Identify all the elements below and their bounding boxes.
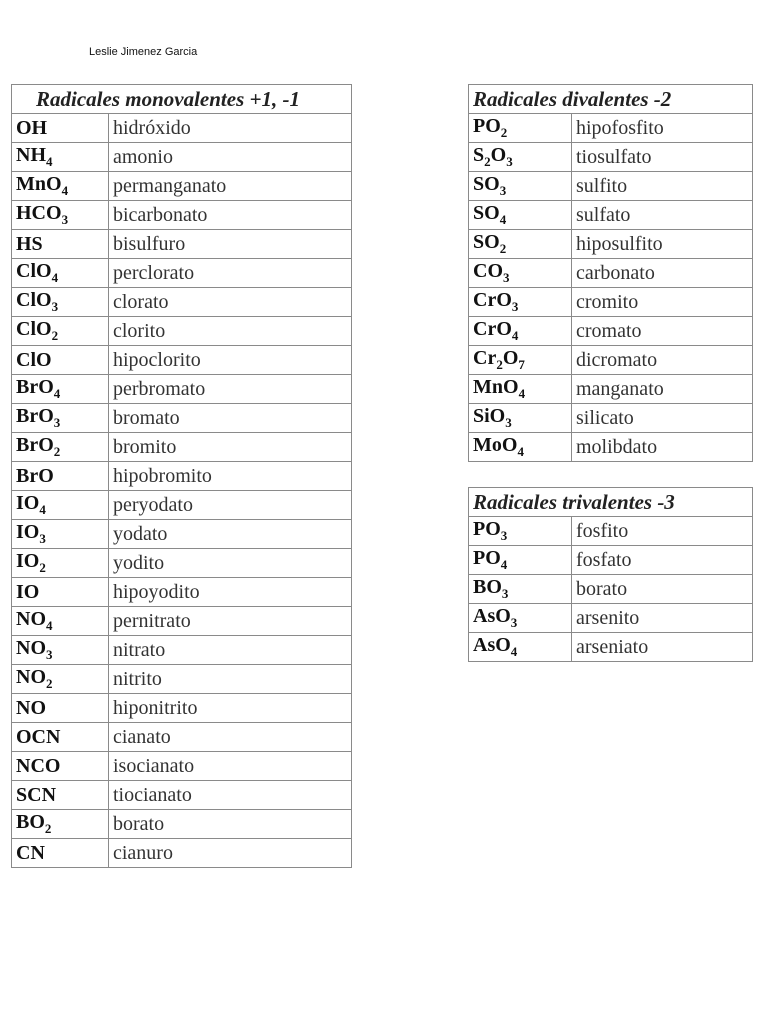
formula-symbol: BrO — [16, 376, 54, 398]
formula-symbol: NO — [16, 608, 46, 630]
formula-subscript: 3 — [505, 415, 512, 430]
formula-subscript: 3 — [499, 183, 507, 198]
radical-formula — [12, 288, 109, 317]
radical-formula — [12, 752, 109, 781]
formula-symbol: IO — [16, 580, 40, 603]
radical-name: bisulfuro — [109, 230, 352, 259]
radical-name: bicarbonato — [109, 201, 352, 230]
formula-subscript: 4 — [46, 154, 53, 169]
formula-subscript: 2 — [496, 357, 503, 372]
radical-formula — [469, 259, 572, 288]
formula-subscript: 3 — [511, 299, 519, 314]
radical-name: isocianato — [109, 752, 352, 781]
formula-subscript: 3 — [506, 154, 513, 169]
formula-symbol: MnO — [16, 173, 62, 195]
radical-formula — [12, 346, 109, 375]
radical-formula — [469, 346, 572, 375]
table-row — [12, 665, 352, 694]
formula-symbol: AsO — [473, 605, 511, 627]
radical-formula — [12, 665, 109, 694]
radical-name: bromito — [109, 433, 352, 462]
radical-name: borato — [572, 575, 753, 604]
radical-formula — [469, 172, 572, 201]
radical-name: sulfito — [572, 172, 753, 201]
formula-subscript: 4 — [517, 444, 524, 459]
table-row — [469, 633, 753, 662]
formula-symbol: PO — [473, 518, 501, 540]
formula-subscript: 4 — [39, 502, 46, 517]
formula-symbol: CrO — [473, 289, 512, 311]
table-row — [12, 404, 352, 433]
formula-subscript: 2 — [484, 154, 491, 169]
table-row — [12, 433, 352, 462]
radical-name: perbromato — [109, 375, 352, 404]
table-row — [469, 259, 753, 288]
radical-name: hipobromito — [109, 462, 352, 491]
radical-name: perclorato — [109, 259, 352, 288]
formula-symbol: BrO — [16, 405, 54, 427]
formula-symbol: ClO — [16, 260, 52, 282]
author-name: Leslie Jimenez Garcia — [89, 46, 198, 58]
formula-subscript: 4 — [51, 270, 59, 285]
radical-name: amonio — [109, 143, 352, 172]
formula-subscript: 3 — [501, 586, 509, 601]
radical-name: tiosulfato — [572, 143, 753, 172]
radical-name: arseniato — [572, 633, 753, 662]
radical-name: sulfato — [572, 201, 753, 230]
table-row — [12, 259, 352, 288]
formula-symbol: O — [502, 347, 519, 369]
table-row — [469, 546, 753, 575]
formula-subscript: 3 — [510, 615, 518, 630]
table-row — [12, 723, 352, 752]
formula-subscript: 4 — [46, 618, 53, 633]
table-monovalent — [11, 84, 352, 868]
table-row — [469, 517, 753, 546]
table-row — [469, 288, 753, 317]
formula-symbol: AsO — [473, 634, 511, 656]
table-row — [12, 781, 352, 810]
formula-subscript: 2 — [46, 676, 53, 691]
radical-formula — [469, 575, 572, 604]
formula-subscript: 4 — [61, 183, 69, 198]
formula-symbol: SO — [473, 173, 500, 195]
formula-symbol: MoO — [473, 434, 518, 456]
table-row — [469, 143, 753, 172]
formula-symbol: BrO — [16, 464, 54, 487]
table-row — [12, 694, 352, 723]
radical-name: pernitrato — [109, 607, 352, 636]
radical-name: nitrato — [109, 636, 352, 665]
radical-name: cianuro — [109, 839, 352, 868]
formula-symbol: IO — [16, 492, 40, 514]
formula-subscript: 4 — [518, 386, 526, 401]
table-row — [12, 578, 352, 607]
radical-name: permanganato — [109, 172, 352, 201]
formula-subscript: 2 — [51, 328, 59, 343]
formula-symbol: SO — [473, 231, 500, 253]
formula-subscript: 2 — [500, 125, 508, 140]
formula-symbol: HCO — [16, 202, 62, 224]
radical-name: cianato — [109, 723, 352, 752]
table-row — [469, 575, 753, 604]
formula-symbol: CrO — [473, 318, 512, 340]
radical-name: peryodato — [109, 491, 352, 520]
radical-formula — [12, 230, 109, 259]
table-row — [12, 143, 352, 172]
formula-subscript: 3 — [51, 299, 59, 314]
formula-symbol: CN — [16, 841, 45, 864]
formula-symbol: ClO — [16, 318, 52, 340]
formula-subscript: 4 — [510, 644, 518, 659]
table-row — [12, 201, 352, 230]
table-row — [12, 810, 352, 839]
formula-subscript: 3 — [53, 415, 61, 430]
radical-formula — [12, 636, 109, 665]
formula-symbol: CO — [473, 260, 503, 282]
formula-symbol: NO — [16, 637, 46, 659]
radical-formula — [469, 114, 572, 143]
radical-name: hiposulfito — [572, 230, 753, 259]
formula-subscript: 3 — [503, 270, 510, 285]
formula-subscript: 2 — [44, 821, 52, 836]
table-row — [469, 172, 753, 201]
radical-name: yodato — [109, 520, 352, 549]
table-row — [469, 346, 753, 375]
formula-subscript: 3 — [46, 647, 53, 662]
formula-symbol: NH — [16, 144, 46, 166]
table-row — [12, 752, 352, 781]
formula-subscript: 3 — [39, 531, 46, 546]
formula-subscript: 4 — [511, 328, 519, 343]
radical-formula — [469, 288, 572, 317]
formula-symbol: OH — [16, 116, 48, 139]
radical-name: fosfito — [572, 517, 753, 546]
table-row — [469, 317, 753, 346]
radical-formula — [469, 546, 572, 575]
radical-formula — [12, 723, 109, 752]
radical-formula — [12, 404, 109, 433]
formula-symbol: SiO — [473, 405, 506, 427]
formula-symbol: BrO — [16, 434, 54, 456]
radical-formula — [469, 201, 572, 230]
table-divalent — [468, 84, 753, 462]
table-row — [12, 839, 352, 868]
radical-name: clorato — [109, 288, 352, 317]
formula-subscript: 4 — [499, 212, 507, 227]
table-row — [469, 201, 753, 230]
radical-formula — [12, 462, 109, 491]
radical-formula — [12, 259, 109, 288]
radical-formula — [12, 781, 109, 810]
radical-name: clorito — [109, 317, 352, 346]
formula-subscript: 4 — [500, 557, 508, 572]
formula-subscript: 2 — [53, 444, 61, 459]
formula-symbol: NO — [16, 696, 46, 719]
radical-name: molibdato — [572, 433, 753, 462]
table-trivalent — [468, 487, 753, 662]
formula-symbol: PO — [473, 115, 501, 137]
radical-name: cromito — [572, 288, 753, 317]
table-row — [12, 288, 352, 317]
radical-name: cromato — [572, 317, 753, 346]
formula-symbol: O — [490, 144, 507, 166]
radical-formula — [12, 201, 109, 230]
radical-formula — [469, 404, 572, 433]
radical-formula — [469, 317, 572, 346]
table-row — [469, 604, 753, 633]
radical-name: hipoyodito — [109, 578, 352, 607]
radical-name: hidróxido — [109, 114, 352, 143]
formula-symbol: OCN — [16, 725, 61, 748]
formula-symbol: BO — [16, 811, 45, 833]
formula-subscript: 3 — [61, 212, 69, 227]
radical-name: fosfato — [572, 546, 753, 575]
formula-symbol: MnO — [473, 376, 519, 398]
radical-name: carbonato — [572, 259, 753, 288]
radical-formula — [12, 694, 109, 723]
radical-name: borato — [109, 810, 352, 839]
table-row — [469, 230, 753, 259]
radical-formula — [12, 375, 109, 404]
table-row — [469, 433, 753, 462]
radical-formula — [12, 491, 109, 520]
formula-symbol: S — [473, 144, 485, 166]
formula-symbol: NO — [16, 666, 46, 688]
formula-subscript: 2 — [499, 241, 507, 256]
radical-formula — [469, 604, 572, 633]
radical-formula — [469, 230, 572, 259]
table-row — [469, 404, 753, 433]
formula-symbol: BO — [473, 576, 502, 598]
radical-name: silicato — [572, 404, 753, 433]
radical-name: nitrito — [109, 665, 352, 694]
radical-formula — [469, 633, 572, 662]
table-title: Radicales trivalentes -3 — [469, 488, 753, 517]
radical-formula — [12, 317, 109, 346]
radical-name: hipofosfito — [572, 114, 753, 143]
formula-symbol: ClO — [16, 348, 52, 371]
radical-name: arsenito — [572, 604, 753, 633]
table-title: Radicales divalentes -2 — [469, 85, 753, 114]
table-row — [12, 520, 352, 549]
table-row — [12, 317, 352, 346]
radical-formula — [469, 433, 572, 462]
radical-formula — [12, 433, 109, 462]
formula-symbol: IO — [16, 550, 40, 572]
table-row — [12, 491, 352, 520]
formula-subscript: 2 — [39, 560, 46, 575]
formula-symbol: Cr — [473, 347, 497, 369]
radical-formula — [469, 143, 572, 172]
formula-symbol: IO — [16, 521, 40, 543]
table-row — [12, 375, 352, 404]
formula-subscript: 7 — [518, 357, 525, 372]
radical-name: dicromato — [572, 346, 753, 375]
radical-formula — [12, 143, 109, 172]
table-row — [469, 375, 753, 404]
table-row — [12, 114, 352, 143]
radical-name: hipoclorito — [109, 346, 352, 375]
formula-symbol: PO — [473, 547, 501, 569]
formula-subscript: 3 — [500, 528, 508, 543]
radical-formula — [12, 810, 109, 839]
radical-name: yodito — [109, 549, 352, 578]
table-row — [12, 172, 352, 201]
radical-formula — [12, 114, 109, 143]
radical-name: bromato — [109, 404, 352, 433]
table-row — [12, 549, 352, 578]
radical-formula — [12, 607, 109, 636]
radical-name: hiponitrito — [109, 694, 352, 723]
formula-symbol: HS — [16, 232, 43, 255]
formula-symbol: NCO — [16, 754, 61, 777]
radical-formula — [12, 549, 109, 578]
formula-subscript: 4 — [53, 386, 61, 401]
radical-name: tiocianato — [109, 781, 352, 810]
table-title: Radicales monovalentes +1, -1 — [12, 85, 352, 114]
table-row — [469, 114, 753, 143]
table-row — [12, 607, 352, 636]
radical-formula — [469, 517, 572, 546]
formula-symbol: SO — [473, 202, 500, 224]
table-row — [12, 230, 352, 259]
radical-name: manganato — [572, 375, 753, 404]
radical-formula — [469, 375, 572, 404]
formula-symbol: SCN — [16, 783, 57, 806]
table-row — [12, 462, 352, 491]
radical-formula — [12, 172, 109, 201]
table-row — [12, 346, 352, 375]
formula-symbol: ClO — [16, 289, 52, 311]
radical-formula — [12, 839, 109, 868]
radical-formula — [12, 578, 109, 607]
table-row — [12, 636, 352, 665]
radical-formula — [12, 520, 109, 549]
